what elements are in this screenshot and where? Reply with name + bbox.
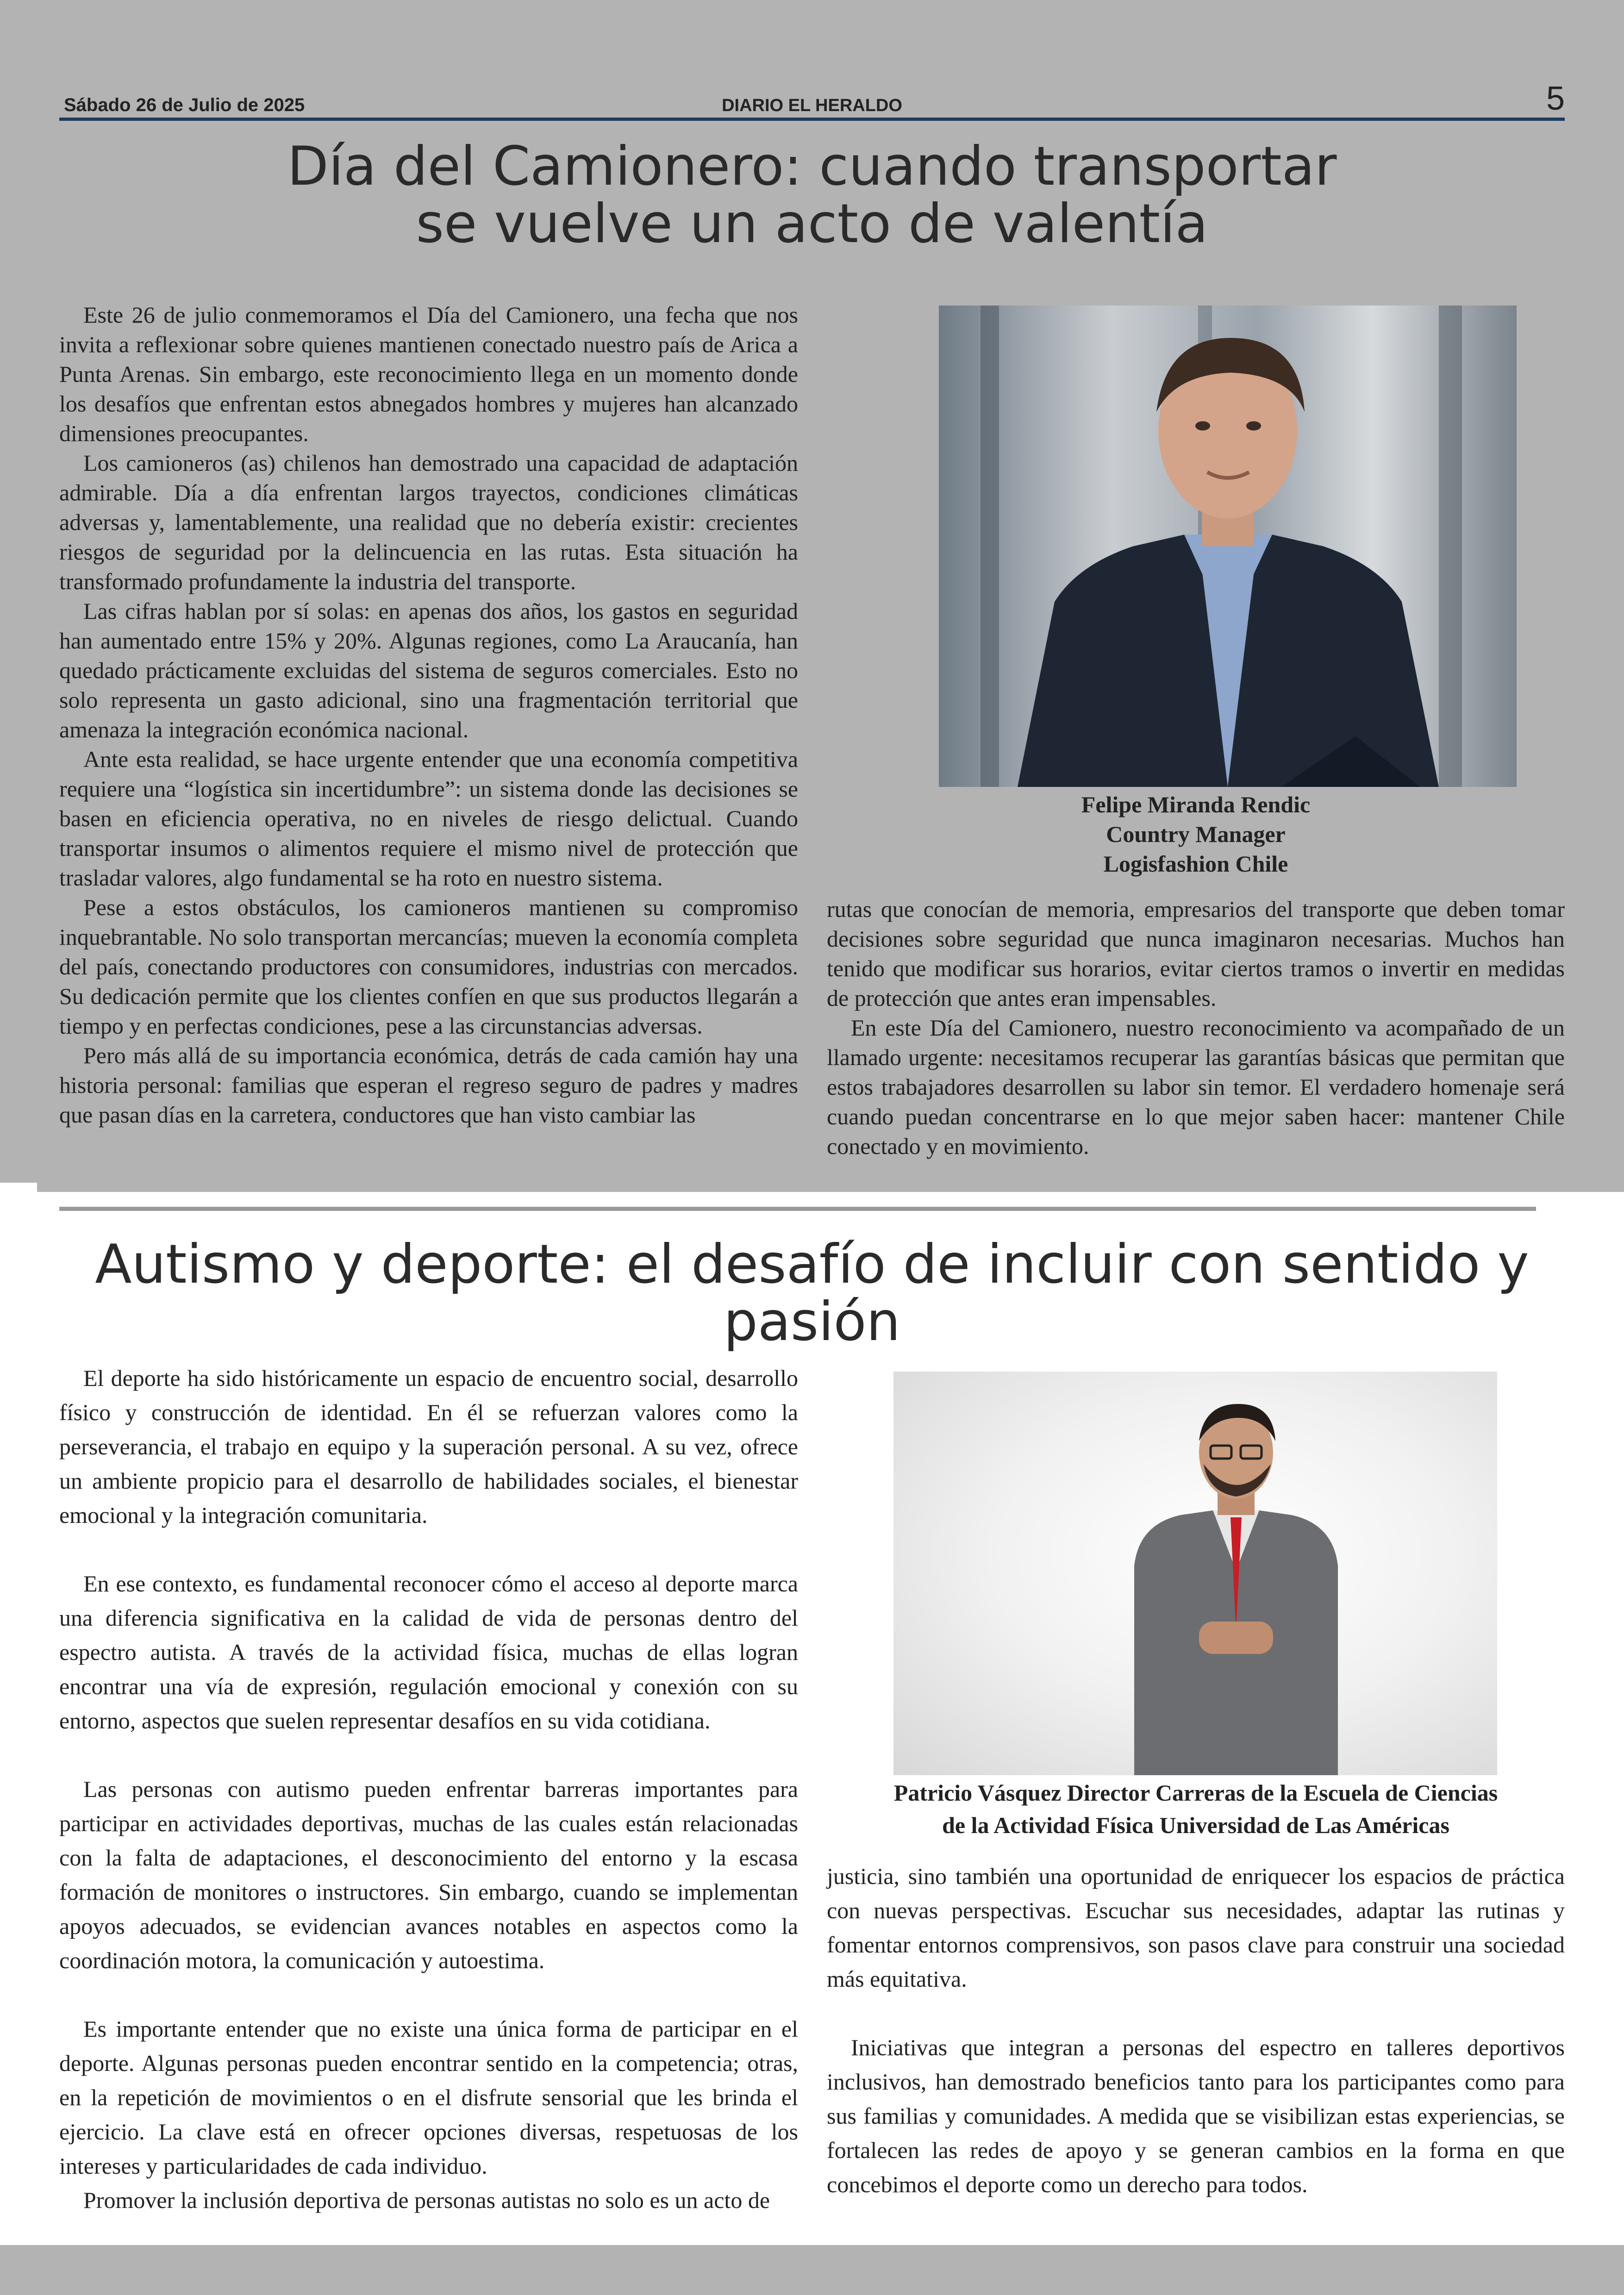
article2-paragraph: En ese contexto, es fundamental reconocer cómo el acceso al deporte marca una diferencia significativa en la calidad de vida de personas dentro del espectro autista. A través de la actividad física, muchas de ellas logran encontrar una vía de expresión, regulación emocional y conexión con su entorno, aspectos que suelen representar desafíos en su vida cotidiana. [59,1571,798,1734]
caption-line: de la Actividad Física Universidad de Las Américas [942,1812,1449,1838]
article1-author-photo [939,306,1517,787]
article1-paragraph: En este Día del Camionero, nuestro reconocimiento va acompañado de un llamado urgente: necesitamos recuperar las garantías básicas que permitan que estos trabajadores desarrollen su labor sin temor. El verdadero homenaje será cuando puedan concentrarse en lo que mejor saben hacer: mantener Chile conectado y en movimiento. [827,1015,1565,1159]
article2-paragraph: Promover la inclusión deportiva de personas autistas no solo es un acto de [83,2187,770,2213]
header-rule [59,118,1565,121]
panel-notch [0,1183,37,1192]
paragraph-gap [59,1532,798,1566]
article2-author-photo [893,1372,1497,1775]
article2-paragraph: Iniciativas que integran a personas del espectro en talleres deportivos inclusivos, han demostrado beneficios tanto para los participantes como para sus familias y comunidades. A medida que se visibilizan estas experiencias, se fortalecen las redes de apoyo y se generan cambios en la forma en que concebimos el deporte como un derecho para todos. [827,2034,1565,2197]
article1-paragraph: rutas que conocían de memoria, empresarios del transporte que deben tomar decisiones sobre seguridad que nunca imaginaron necesarias. Muchos han tenido que modificar sus horarios, evitar ciertos tramos o invertir en medidas de protección que antes eran impensables. [827,896,1565,1011]
article1-paragraph: Los camioneros (as) chilenos han demostrado una capacidad de adaptación admirable. Día a día enfrentan largos trayectos, condiciones climáticas adversas y, lamentablemente, una realidad que no debería existir: crecientes riesgos de seguridad por la delincuencia en las rutas. Esta situación ha transformado profundamente la industria del transporte. [59,450,798,594]
portrait-illustration [893,1372,1497,1775]
page-number: 5 [1546,80,1565,117]
article2-left-column [59,1361,798,2217]
article1-paragraph: Este 26 de julio conmemoramos el Día del Camionero, una fecha que nos invita a reflexionar sobre quienes mantienen conectado nuestro país de Arica a Punta Arenas. Sin embargo, este reconocimiento llega en un momento donde los desafíos que enfrentan estos abnegados hombres y mujeres han alcanzado dimensiones preocupantes. [59,302,798,446]
caption-name: Felipe Miranda Rendic [1081,792,1311,817]
article2-right-column [827,1859,1565,2201]
article1-paragraph: Ante esta realidad, se hace urgente entender que una economía competitiva requiere una “logística sin incertidumbre”: un sistema donde las decisiones se basen en eficiencia operativa, no en niveles de riesgo delictual. Cuando transportar insumos o alimentos requiere el mismo nivel de protección que trasladar valores, algo fundamental se ha roto en nuestro sistema. [59,746,798,891]
article2-photo-caption [827,1777,1565,1841]
newspaper-name: DIARIO EL HERALDO [722,96,902,115]
article1-left-column [59,300,798,1129]
article1-photo-caption [827,790,1565,879]
article2-paragraph: El deporte ha sido históricamente un espacio de encuentro social, desarrollo físico y construcción de identidad. En él se refuerzan valores como la perseverancia, el trabajo en equipo y la superación personal. A su vez, ofrece un ambiente propicio para el desarrollo de habilidades sociales, el bienestar emocional y la integración comunitaria. [59,1365,798,1528]
paragraph-gap [827,1996,1565,2030]
header-date: Sábado 26 de Julio de 2025 [64,95,305,115]
paragraph-gap [59,1738,798,1772]
article1-headline [0,135,1624,255]
article1-paragraph: Pese a estos obstáculos, los camioneros mantienen su compromiso inquebrantable. No solo transportan mercancías; mueven la economía completa del país, conectando productores con consumidores, industrias con mercados. Su dedicación permite que los clientes confíen en que sus productos llegarán a tiempo y en perfectas condiciones, pese a las circunstancias adversas. [59,894,798,1039]
article1-right-column [827,894,1565,1161]
article2-paragraph: justicia, sino también una oportunidad de enriquecer los espacios de práctica con nuevas perspectivas. Escuchar sus necesidades, adaptar las rutinas y fomentar entornos comprensivos, son pasos clave para construir una sociedad más equitativa. [827,1863,1565,1992]
article2-paragraph: Las personas con autismo pueden enfrentar barreras importantes para participar en actividades deportivas, muchas de las cuales están relacionadas con la falta de adaptaciones, el desconocimiento del entorno y la escasa formación de monitores o instructores. Sin embargo, cuando se implementan apoyos adecuados, se evidencian avances notables en aspectos como la coordinación motora, la comunicación y autoestima. [59,1776,798,1973]
portrait-illustration [939,306,1517,787]
paragraph-gap [59,1977,798,2012]
article1-headline-line2: se vuelve un acto de valentía [416,193,1208,255]
caption-line: Patricio Vásquez Director Carreras de la Escuela de Ciencias [893,1780,1498,1806]
bottom-margin-strip [0,2245,1624,2295]
article2-headline: Autismo y deporte: el desafío de incluir con sentido y pasión [95,1233,1529,1353]
caption-company: Logisfashion Chile [1103,851,1288,877]
article1-paragraph: Las cifras hablan por sí solas: en apenas dos años, los gastos en seguridad han aumentado entre 15% y 20%. Algunas regiones, como La Araucanía, han quedado prácticamente excluidas del sistema de seguros comerciales. Esto no solo representa un gasto adicional, sino una fragmentación territorial que amenaza la integración económica nacional. [59,598,798,742]
section-divider [59,1207,1536,1211]
article2-paragraph: Es importante entender que no existe una única forma de participar en el deporte. Algunas personas pueden encontrar sentido en la competencia; otras, en la repetición de movimientos o en el disfrute sensorial que les brinda el ejercicio. La clave está en ofrecer opciones diversas, respetuosas de los intereses y particularidades de cada individuo. [59,2016,798,2179]
article1-headline-line1: Día del Camionero: cuando transportar [287,135,1337,198]
caption-role: Country Manager [1106,821,1286,847]
article1-paragraph: Pero más allá de su importancia económica, detrás de cada camión hay una historia personal: familias que esperan el regreso seguro de padres y madres que pasan días en la carretera, conductores que han visto cambiar las [59,1042,798,1128]
